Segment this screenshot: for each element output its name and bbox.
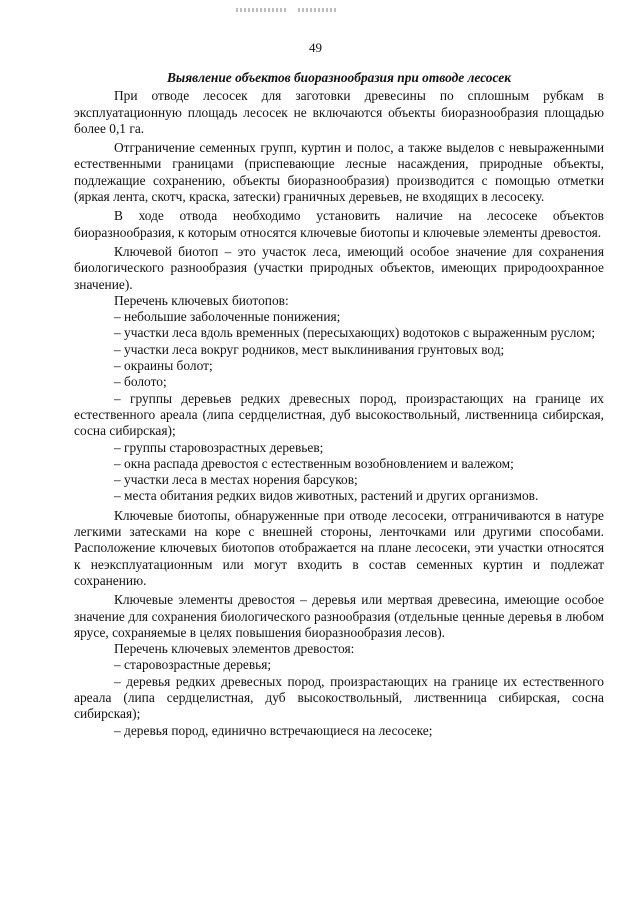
list-item: – места обитания редких видов животных, растений и других организмов. [114, 488, 539, 504]
paragraph-6: Ключевые биотопы, обнаруженные при отводе лесосеки, отграничиваются в натуре легкими затесками на коре с внешней стороны, ленточками или другими способами. Расположение ключевых биотопов отображается на плане лесосеки, эти участки относятся к неэксплуатационным или могут входить в состав семенных куртин и подлежат сохранению. [74, 507, 604, 588]
list-item: – старовозрастные деревья; [114, 657, 272, 673]
list-item: – участки леса в местах норения барсуков; [114, 472, 358, 488]
document-body [74, 70, 604, 739]
scan-artifact [236, 6, 366, 14]
list-item: – окна распада древостоя с естественным возобновлением и валежом; [114, 455, 514, 471]
element-list [74, 657, 604, 738]
biotope-list-intro: Перечень ключевых биотопов: [114, 292, 289, 308]
list-item: – группы деревьев редких древесных пород, произрастающих на границе их естественного ареала (липа сердцелистная, дуб высокоствольный, лиственница сибирская, сосна сибирская); [74, 390, 604, 439]
paragraph-7: Ключевые элементы древостоя – деревья или мертвая древесина, имеющие особое значение для сохранения биологического разнообразия (отдельные ценные деревья в любом ярусе, сохраняемые в целях повышения биоразнообразия лесов). [74, 592, 604, 640]
section-heading: Выявление объектов биоразнообразия при отводе лесосек [166, 70, 511, 85]
paragraph-3: В ходе отвода необходимо установить наличие на лесосеке объектов биоразнообразия, к которым относятся ключевые биотопы и ключевые элементы древостоя. [74, 208, 604, 240]
list-item: – болото; [114, 374, 167, 390]
list-item: – небольшие заболоченные понижения; [114, 309, 341, 325]
biotope-list [74, 309, 604, 505]
paragraph-1: При отводе лесосек для заготовки древесины по сплошным рубкам в эксплуатационную площадь лесосек не включаются объекты биоразнообразия площадью более 0,1 га. [74, 88, 604, 136]
list-item: – деревья пород, единично встречающиеся на лесосеке; [114, 722, 433, 738]
list-item: – группы старовозрастных деревьев; [114, 439, 324, 455]
paragraph-4: Ключевой биотоп – это участок леса, имеющий особое значение для сохранения биологического разнообразия (участки природных объектов, имеющих природоохранное значение). [74, 243, 604, 292]
list-item: – деревья редких древесных пород, произрастающих на границе их естественного ареала (липа сердцелистная, дуб высокоствольный, лиственница сибирская, сосна сибирская); [74, 673, 604, 722]
list-item: – окраины болот; [114, 358, 213, 374]
page-number: 49 [309, 40, 322, 55]
list-item: – участки леса вокруг родников, мест выклинивания грунтовых вод; [114, 341, 505, 357]
list-item: – участки леса вдоль временных (пересыхающих) водотоков с выраженным руслом; [114, 325, 596, 341]
element-list-intro: Перечень ключевых элементов древостоя: [114, 641, 355, 657]
paragraph-2: Отграничение семенных групп, куртин и полос, а также выделов с невыраженными естественными границами (приспевающие лесные насаждения, природные объекты, подлежащие сохранению, объекты биоразнообразия) производится с помощью отметки (яркая лента, скотч, краска, затески) граничных деревьев, не входящих в лесосеку. [74, 140, 604, 205]
